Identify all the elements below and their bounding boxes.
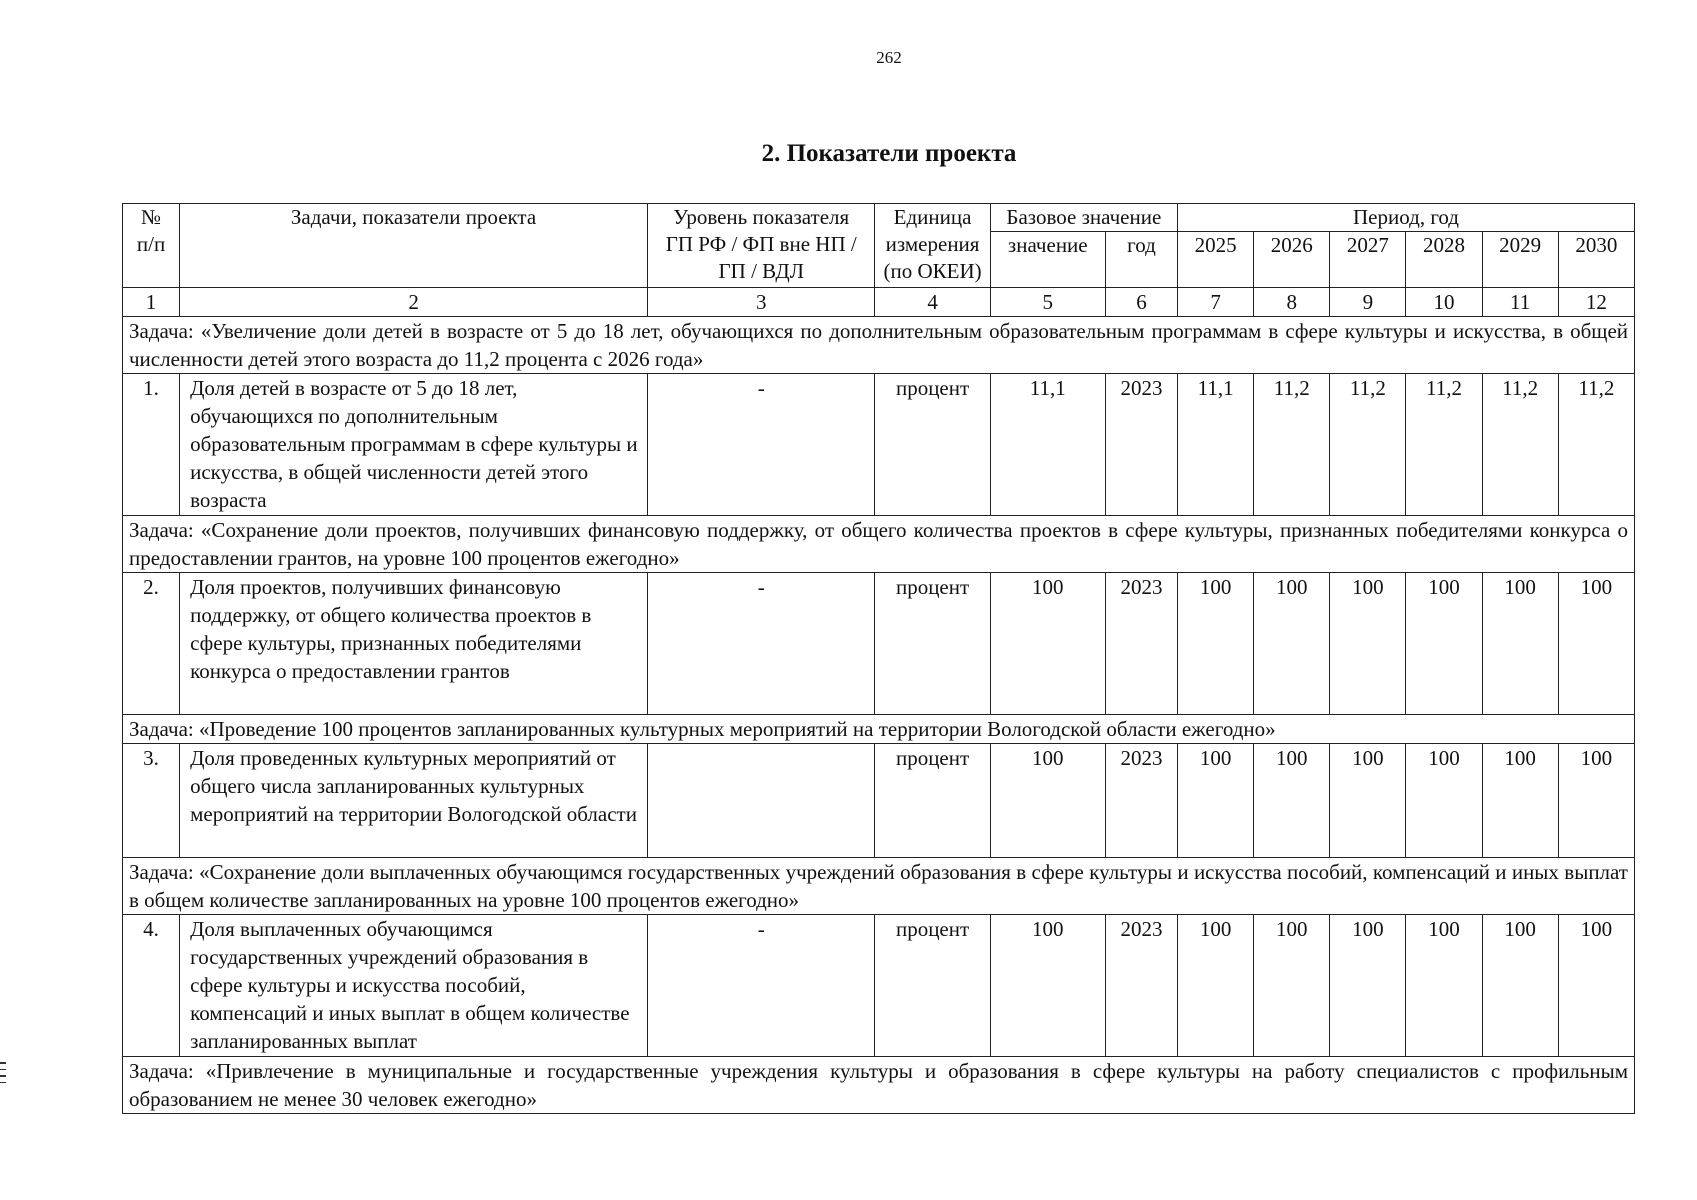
header-base-year: год <box>1105 232 1177 288</box>
indicator-value-2027: 100 <box>1330 573 1406 715</box>
header-year-2028: 2028 <box>1406 232 1482 288</box>
indicator-level <box>648 744 875 858</box>
column-number: 1 <box>123 288 180 317</box>
indicator-num: 1. <box>123 374 180 516</box>
task-row <box>123 1057 1635 1114</box>
indicator-base-year: 2023 <box>1105 744 1177 858</box>
task-text: Задача: «Сохранение доли проектов, получивших финансовую поддержку, от общего количества проектов в сфере культуры, признанных победителями конкурса о предоставлении грантов, на уровне 100 процентов ежегодно» <box>123 516 1635 573</box>
indicator-value-2027: 100 <box>1330 915 1406 1057</box>
column-number: 6 <box>1105 288 1177 317</box>
indicator-value-2030: 100 <box>1558 744 1634 858</box>
indicator-value-2029: 11,2 <box>1482 374 1558 516</box>
task-text: Задача: «Сохранение доли выплаченных обучающимся государственных учреждений образования в сфере культуры и искусства пособий, компенсаций и иных выплат в общем количестве запланированных на уровне 100 процентов ежегодно» <box>123 858 1635 915</box>
scan-edge-mark <box>0 1062 6 1088</box>
header-unit-line1: Единица <box>893 205 972 229</box>
indicator-value-2025: 100 <box>1178 915 1254 1057</box>
column-number: 11 <box>1482 288 1558 317</box>
indicator-num: 4. <box>123 915 180 1057</box>
task-row <box>123 858 1635 915</box>
column-number: 7 <box>1178 288 1254 317</box>
header-row-1 <box>123 204 1635 232</box>
indicator-value-2029: 100 <box>1482 744 1558 858</box>
indicator-value-2030: 100 <box>1558 915 1634 1057</box>
indicators-table-wrap <box>122 203 1635 1114</box>
task-text: Задача: «Привлечение в муниципальные и государственные учреждения культуры и образования в сфере культуры на работу специалистов с профильным образованием не менее 30 человек ежегодно» <box>123 1057 1635 1114</box>
indicator-unit: процент <box>875 573 990 715</box>
indicator-name: Доля выплаченных обучающимся государственных учреждений образования в сфере культуры и искусства пособий, компенсаций и иных выплат в общем количестве запланированных выплат <box>180 915 648 1057</box>
header-year-2030: 2030 <box>1558 232 1634 288</box>
indicator-value-2028: 100 <box>1406 744 1482 858</box>
indicator-unit: процент <box>875 744 990 858</box>
column-number: 4 <box>875 288 990 317</box>
header-level-line1: Уровень показателя <box>673 205 850 229</box>
indicator-base-value: 100 <box>990 573 1105 715</box>
header-level-line3: ГП / ВДЛ <box>718 259 804 283</box>
header-num-line1: № <box>141 205 162 229</box>
header-unit-line2: измерения <box>885 232 980 256</box>
indicator-value-2029: 100 <box>1482 915 1558 1057</box>
header-level <box>648 204 875 288</box>
indicator-value-2029: 100 <box>1482 573 1558 715</box>
header-tasks: Задачи, показатели проекта <box>180 204 648 288</box>
indicator-value-2025: 100 <box>1178 573 1254 715</box>
indicator-value-2025: 100 <box>1178 744 1254 858</box>
indicator-level: - <box>648 374 875 516</box>
indicator-name: Доля детей в возрасте от 5 до 18 лет, обучающихся по дополнительным образовательным программам в сфере культуры и искусства, в общей численности детей этого возраста <box>180 374 648 516</box>
column-number: 9 <box>1330 288 1406 317</box>
header-period: Период, год <box>1178 204 1635 232</box>
header-unit-line3: (по ОКЕИ) <box>883 259 982 283</box>
indicator-value-2025: 11,1 <box>1178 374 1254 516</box>
indicator-value-2028: 100 <box>1406 573 1482 715</box>
indicator-unit: процент <box>875 374 990 516</box>
column-number: 10 <box>1406 288 1482 317</box>
indicator-num: 3. <box>123 744 180 858</box>
header-year-2026: 2026 <box>1254 232 1330 288</box>
indicator-value-2028: 100 <box>1406 915 1482 1057</box>
header-year-2025: 2025 <box>1178 232 1254 288</box>
indicator-row <box>123 573 1635 715</box>
indicator-base-value: 100 <box>990 744 1105 858</box>
indicator-row <box>123 915 1635 1057</box>
indicator-num: 2. <box>123 573 180 715</box>
indicator-value-2027: 11,2 <box>1330 374 1406 516</box>
header-year-2027: 2027 <box>1330 232 1406 288</box>
task-row <box>123 317 1635 374</box>
indicator-base-year: 2023 <box>1105 374 1177 516</box>
header-year-2029: 2029 <box>1482 232 1558 288</box>
indicator-name: Доля проектов, получивших финансовую поддержку, от общего количества проектов в сфере культуры, признанных победителями конкурса о предоставлении грантов <box>180 573 648 715</box>
task-row <box>123 715 1635 744</box>
header-unit <box>875 204 990 288</box>
indicator-level: - <box>648 915 875 1057</box>
column-numbers-row <box>123 288 1635 317</box>
column-number: 3 <box>648 288 875 317</box>
section-title: 2. Показатели проекта <box>761 140 1017 167</box>
indicator-value-2026: 100 <box>1254 744 1330 858</box>
header-num <box>123 204 180 288</box>
column-number: 2 <box>180 288 648 317</box>
indicator-row <box>123 744 1635 858</box>
indicator-base-value: 11,1 <box>990 374 1105 516</box>
indicator-value-2026: 11,2 <box>1254 374 1330 516</box>
task-text: Задача: «Увеличение доли детей в возрасте от 5 до 18 лет, обучающихся по дополнительным образовательным программам в сфере культуры и искусства, в общей численности детей этого возраста до 11,2 процента с 2026 года» <box>123 317 1635 374</box>
task-text: Задача: «Проведение 100 процентов запланированных культурных мероприятий на территории Вологодской области ежегодно» <box>123 715 1635 744</box>
indicator-row <box>123 374 1635 516</box>
header-num-line2: п/п <box>136 232 166 256</box>
indicator-value-2026: 100 <box>1254 573 1330 715</box>
header-base-value: значение <box>990 232 1105 288</box>
indicator-value-2026: 100 <box>1254 915 1330 1057</box>
indicator-unit: процент <box>875 915 990 1057</box>
header-level-line2: ГП РФ / ФП вне НП / <box>665 232 857 256</box>
indicators-table <box>122 203 1635 1114</box>
column-number: 8 <box>1254 288 1330 317</box>
indicator-value-2030: 11,2 <box>1558 374 1634 516</box>
indicator-level: - <box>648 573 875 715</box>
task-row <box>123 516 1635 573</box>
indicator-base-year: 2023 <box>1105 573 1177 715</box>
column-number: 5 <box>990 288 1105 317</box>
header-base: Базовое значение <box>990 204 1177 232</box>
column-number: 12 <box>1558 288 1634 317</box>
indicator-base-year: 2023 <box>1105 915 1177 1057</box>
indicator-value-2028: 11,2 <box>1406 374 1482 516</box>
indicator-name: Доля проведенных культурных мероприятий от общего числа запланированных культурных мероприятий на территории Вологодской области <box>180 744 648 858</box>
indicator-value-2027: 100 <box>1330 744 1406 858</box>
page-number: 262 <box>876 48 902 67</box>
indicator-base-value: 100 <box>990 915 1105 1057</box>
indicator-value-2030: 100 <box>1558 573 1634 715</box>
